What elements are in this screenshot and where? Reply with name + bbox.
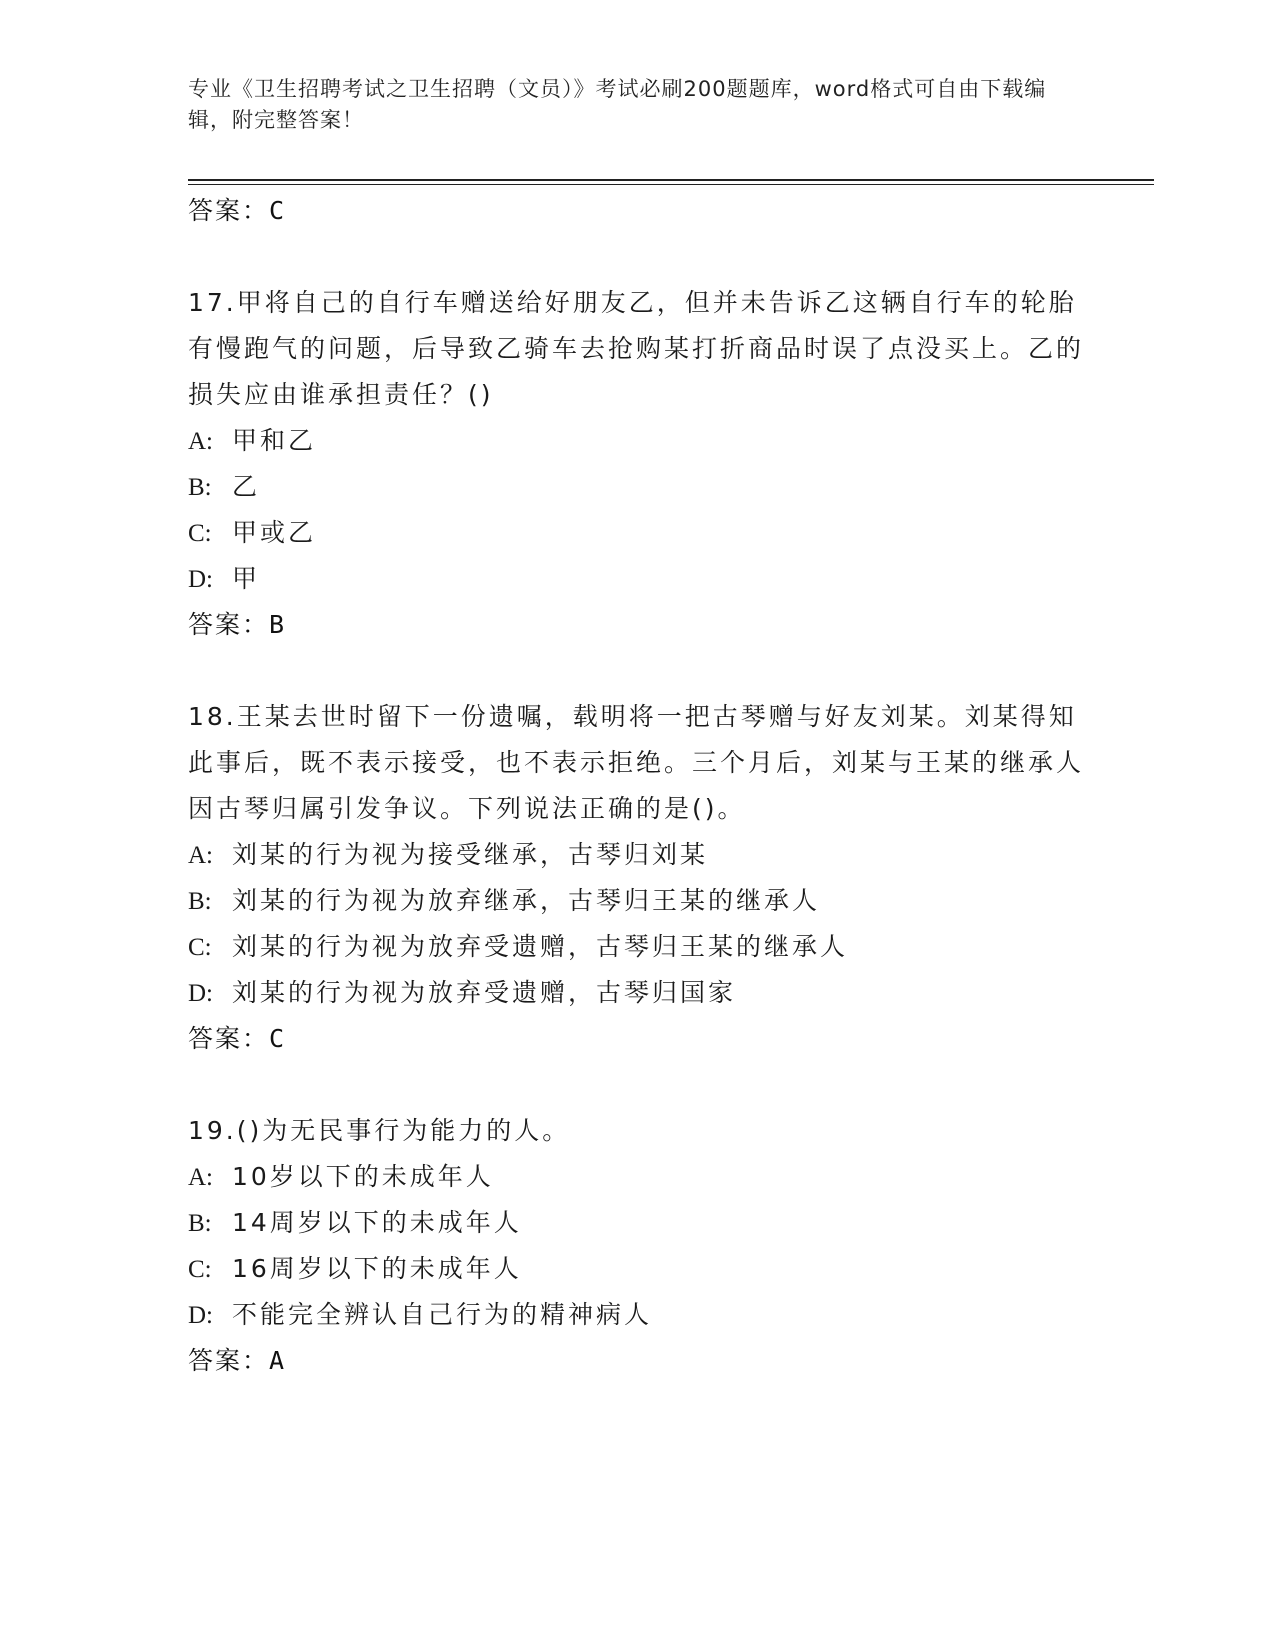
- option-letter: B:: [188, 1210, 212, 1237]
- option-d: [188, 556, 1088, 602]
- answer-label: 答案：: [188, 610, 270, 639]
- option-text: 16周岁以下的未成年人: [232, 1254, 522, 1283]
- option-text: 乙: [232, 472, 261, 501]
- option-letter: B:: [188, 888, 212, 915]
- option-letter: C:: [188, 934, 212, 961]
- answer-label: 答案：: [188, 1346, 270, 1375]
- answer-line: [188, 1016, 1088, 1062]
- answer-line: [188, 602, 1088, 648]
- option-b: [188, 878, 1088, 924]
- option-letter: C:: [188, 520, 212, 547]
- spacer: [188, 1062, 1088, 1108]
- answer-key: A: [269, 1346, 287, 1375]
- option-text: 甲或乙: [232, 518, 317, 547]
- option-b: [188, 1200, 1088, 1246]
- option-a: [188, 832, 1088, 878]
- question-17: [188, 280, 1088, 648]
- option-a: [188, 1154, 1088, 1200]
- answer-key: B: [269, 610, 287, 639]
- option-letter: D:: [188, 980, 213, 1007]
- option-text: 不能完全辨认自己行为的精神病人: [232, 1300, 653, 1329]
- option-d: [188, 1292, 1088, 1338]
- option-d: [188, 970, 1088, 1016]
- option-c: [188, 924, 1088, 970]
- option-text: 甲: [232, 564, 261, 593]
- question-18: [188, 694, 1088, 1062]
- answer-line: [188, 188, 1088, 234]
- answer-label: 答案：: [188, 1024, 270, 1053]
- document-body: [188, 188, 1088, 1384]
- answer-label: 答案：: [188, 196, 270, 225]
- option-a: [188, 418, 1088, 464]
- spacer: [188, 648, 1088, 694]
- option-b: [188, 464, 1088, 510]
- option-letter: B:: [188, 474, 212, 501]
- option-letter: C:: [188, 1256, 212, 1283]
- answer-key: C: [269, 196, 287, 225]
- question-stem: 18.王某去世时留下一份遗嘱，载明将一把古琴赠与好友刘某。刘某得知此事后，既不表示接受，也不表示拒绝。三个月后，刘某与王某的继承人因古琴归属引发争议。下列说法正确的是()。: [188, 702, 1085, 823]
- option-text: 刘某的行为视为接受继承，古琴归刘某: [232, 840, 709, 869]
- question-19: [188, 1108, 1088, 1384]
- option-letter: A:: [188, 842, 213, 869]
- option-letter: A:: [188, 428, 213, 455]
- answer-key: C: [269, 1024, 287, 1053]
- answer-line: [188, 1338, 1088, 1384]
- option-c: [188, 1246, 1088, 1292]
- document-header: 专业《卫生招聘考试之卫生招聘（文员）》考试必刷200题题库，word格式可自由下载编辑，附完整答案！: [188, 77, 1047, 132]
- option-text: 10岁以下的未成年人: [232, 1162, 494, 1191]
- option-text: 刘某的行为视为放弃继承，古琴归王某的继承人: [232, 886, 821, 915]
- option-letter: D:: [188, 1302, 213, 1329]
- option-text: 刘某的行为视为放弃受遗赠，古琴归王某的继承人: [232, 932, 849, 961]
- spacer: [188, 234, 1088, 280]
- option-text: 14周岁以下的未成年人: [232, 1208, 522, 1237]
- option-letter: D:: [188, 566, 213, 593]
- option-c: [188, 510, 1088, 556]
- option-letter: A:: [188, 1164, 213, 1191]
- header-divider: [188, 179, 1154, 185]
- question-stem: 19.()为无民事行为能力的人。: [188, 1116, 571, 1145]
- option-text: 刘某的行为视为放弃受遗赠，古琴归国家: [232, 978, 737, 1007]
- option-text: 甲和乙: [232, 426, 317, 455]
- question-stem: 17.甲将自己的自行车赠送给好朋友乙，但并未告诉乙这辆自行车的轮胎有慢跑气的问题，后导致乙骑车去抢购某打折商品时误了点没买上。乙的损失应由谁承担责任？(): [188, 288, 1085, 409]
